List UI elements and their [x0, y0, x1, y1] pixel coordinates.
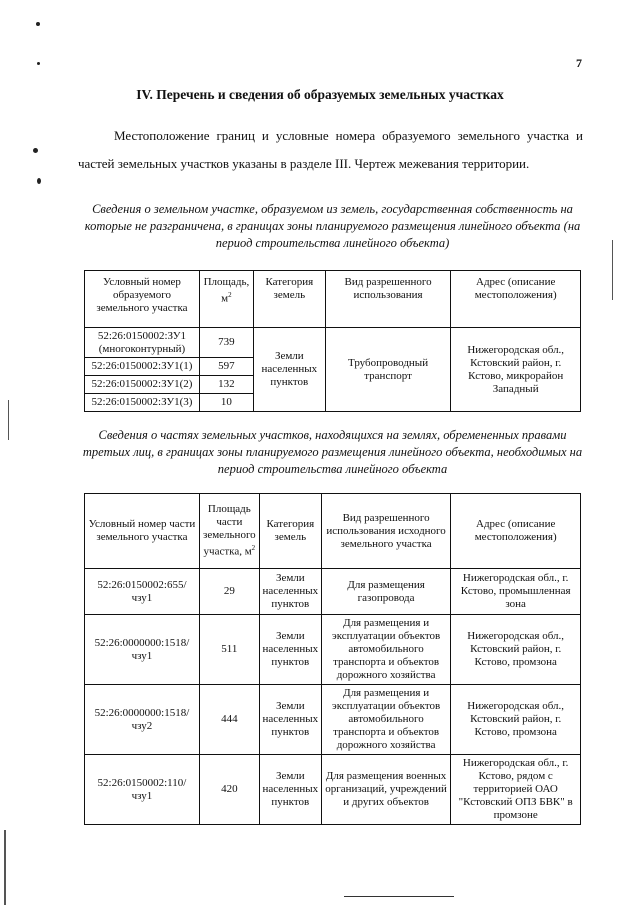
intro-paragraph: Местоположение границ и условные номера образуемого земельного участка и частей земельных участков указаны в разделе III. Чертеж межевания территории. [78, 128, 583, 171]
col-header-area-sup: 2 [251, 544, 256, 553]
col-header-address: Адрес (описание местоположения) [451, 271, 581, 328]
cell-address: Нижегородская обл., Кстовский район, г. Кстово, микрорайон Западный [451, 328, 581, 412]
cell-use: Для размещения и эксплуатации объектов автомобильного транспорта и объектов дорожного хозяйства [321, 685, 451, 755]
cell-category: Земли населенных пунктов [259, 615, 321, 685]
cell-area: 132 [199, 376, 253, 394]
col-header-use: Вид разрешенного использования исходного земельного участка [321, 494, 451, 569]
col-header-category: Категория земель [253, 271, 325, 328]
cell-area: 597 [199, 358, 253, 376]
scan-dot [36, 22, 40, 26]
col-header-area [199, 494, 259, 569]
table-row [85, 328, 581, 358]
scan-edge-line [8, 400, 9, 440]
cell-number: 52:26:0150002:ЗУ1(2) [85, 376, 200, 394]
cell-number: 52:26:0000000:1518/ чзу1 [85, 615, 200, 685]
cell-area: 420 [199, 755, 259, 825]
col-header-area [199, 271, 253, 328]
cell-address: Нижегородская обл., Кстовский район, г. Кстово, промзона [451, 685, 581, 755]
col-header-number: Условный номер образуемого земельного участка [85, 271, 200, 328]
cell-area: 444 [199, 685, 259, 755]
cell-number: 52:26:0000000:1518/ чзу2 [85, 685, 200, 755]
cell-number: 52:26:0150002:ЗУ1 (многоконтурный) [85, 328, 200, 358]
cell-category: Земли населенных пунктов [259, 685, 321, 755]
cell-category: Земли населенных пунктов [259, 755, 321, 825]
scan-dot [37, 178, 41, 184]
cell-number: 52:26:0150002:ЗУ1(1) [85, 358, 200, 376]
col-header-use: Вид разрешенного использования [325, 271, 451, 328]
land-parts-table [84, 493, 581, 825]
cell-use: Для размещения военных организаций, учреждений и других объектов [321, 755, 451, 825]
scan-dot [37, 62, 40, 65]
scan-dot [33, 148, 38, 153]
table-header-row [85, 494, 581, 569]
table1-caption: Сведения о земельном участке, образуемом из земель, государственная собственность на которые не разграничена, в границах зоны планируемого размещения линейного объекта (на период строительства линейного объекта) [84, 202, 581, 250]
scan-edge-line [4, 830, 6, 905]
cell-use: Для размещения и эксплуатации объектов автомобильного транспорта и объектов дорожного хозяйства [321, 615, 451, 685]
table-row [85, 569, 581, 615]
scan-edge-line [612, 240, 613, 300]
cell-category: Земли населенных пунктов [253, 328, 325, 412]
col-header-area-label: Площадь, м [203, 276, 250, 305]
col-header-area-sup: 2 [228, 291, 232, 299]
table-row [85, 685, 581, 755]
page-number: 7 [576, 56, 582, 70]
cell-category: Земли населенных пунктов [259, 569, 321, 615]
col-header-address: Адрес (описание местоположения) [451, 494, 581, 569]
cell-address: Нижегородская обл., Кстовский район, г. Кстово, промзона [451, 615, 581, 685]
table-row [85, 615, 581, 685]
cell-use: Трубопроводный транспорт [325, 328, 451, 412]
cell-address: Нижегородская обл., г. Кстово, рядом с территорией ОАО "Кстовский ОПЗ БВК" в промзоне [451, 755, 581, 825]
col-header-category: Категория земель [259, 494, 321, 569]
table2-caption: Сведения о частях земельных участков, находящихся на землях, обремененных правами третьих лиц, в границах зоны планируемого размещения линейного объекта, необходимых на период строительства линейного объекта [82, 428, 583, 476]
col-header-area-label: Площадь части земельного участка, м [202, 503, 256, 558]
cell-number: 52:26:0150002:110/ чзу1 [85, 755, 200, 825]
cell-number: 52:26:0150002:655/ чзу1 [85, 569, 200, 615]
footer-line [344, 896, 454, 897]
cell-area: 29 [199, 569, 259, 615]
cell-number: 52:26:0150002:ЗУ1(3) [85, 394, 200, 412]
col-header-number: Условный номер части земельного участка [85, 494, 200, 569]
cell-area: 739 [199, 328, 253, 358]
table-row [85, 755, 581, 825]
cell-address: Нижегородская обл., г. Кстово, промышленная зона [451, 569, 581, 615]
cell-use: Для размещения газопровода [321, 569, 451, 615]
table-header-row [85, 271, 581, 328]
land-plot-table [84, 270, 581, 412]
section-heading: IV. Перечень и сведения об образуемых земельных участках [136, 87, 504, 102]
cell-area: 10 [199, 394, 253, 412]
cell-area: 511 [199, 615, 259, 685]
